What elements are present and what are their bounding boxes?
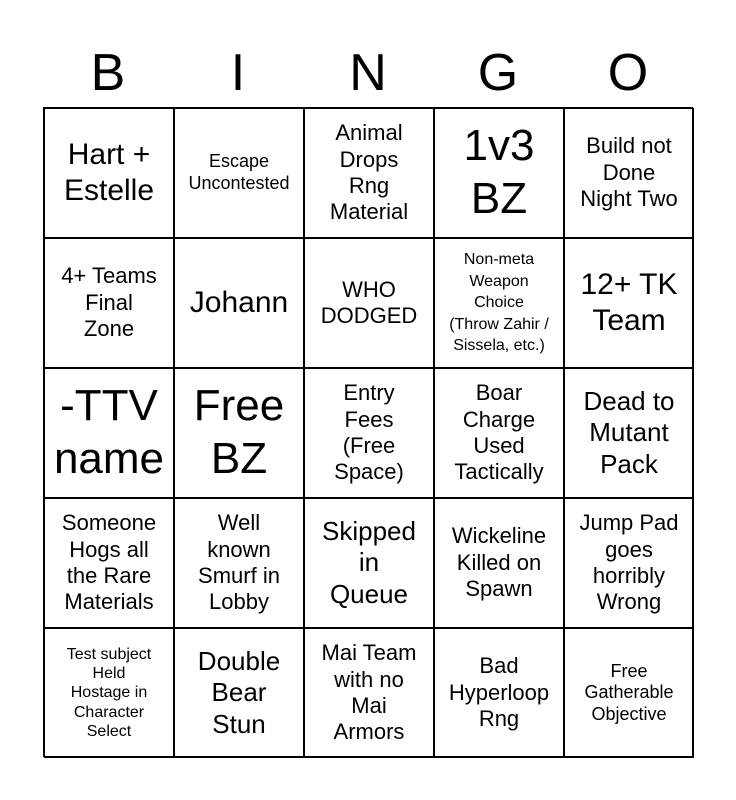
bingo-cell[interactable]: 4+ Teams Final Zone [44,238,174,368]
header-letter-g: G [477,44,519,102]
bingo-cell[interactable]: Non-meta Weapon Choice (Throw Zahir / Sissela, etc.) [434,238,564,368]
bingo-cell[interactable]: Well known Smurf in Lobby [174,498,304,628]
bingo-cell[interactable]: Animal Drops Rng Material [304,108,434,238]
bingo-cell[interactable]: Free BZ [174,368,304,498]
header-letter-i: I [230,44,246,102]
bingo-cell[interactable]: Entry Fees (Free Space) [304,368,434,498]
bingo-cell[interactable]: Free Gatherable Objective [564,628,694,758]
bingo-cell[interactable]: Build not Done Night Two [564,108,694,238]
bingo-cell[interactable]: Double Bear Stun [174,628,304,758]
bingo-cell[interactable]: Johann [174,238,304,368]
bingo-cell[interactable]: Escape Uncontested [174,108,304,238]
bingo-cell[interactable]: Mai Team with no Mai Armors [304,628,434,758]
bingo-cell[interactable]: WHO DODGED [304,238,434,368]
bingo-cell[interactable]: -TTV name [44,368,174,498]
bingo-cell[interactable]: Bad Hyperloop Rng [434,628,564,758]
bingo-cell[interactable]: Wickeline Killed on Spawn [434,498,564,628]
bingo-header [43,40,693,106]
bingo-cell[interactable]: Someone Hogs all the Rare Materials [44,498,174,628]
bingo-cell[interactable]: Dead to Mutant Pack [564,368,694,498]
bingo-cell[interactable]: Jump Pad goes horribly Wrong [564,498,694,628]
bingo-cell[interactable]: 12+ TK Team [564,238,694,368]
header-letter-n: N [349,44,387,102]
header-letter-b: B [90,44,126,102]
bingo-cell[interactable]: Skipped in Queue [304,498,434,628]
bingo-cell[interactable]: 1v3 BZ [434,108,564,238]
bingo-cell[interactable]: Hart + Estelle [44,108,174,238]
bingo-cell[interactable]: Test subject Held Hostage in Character Select [44,628,174,758]
bingo-board [43,107,693,757]
header-letter-o: O [607,44,649,102]
bingo-cell[interactable]: Boar Charge Used Tactically [434,368,564,498]
